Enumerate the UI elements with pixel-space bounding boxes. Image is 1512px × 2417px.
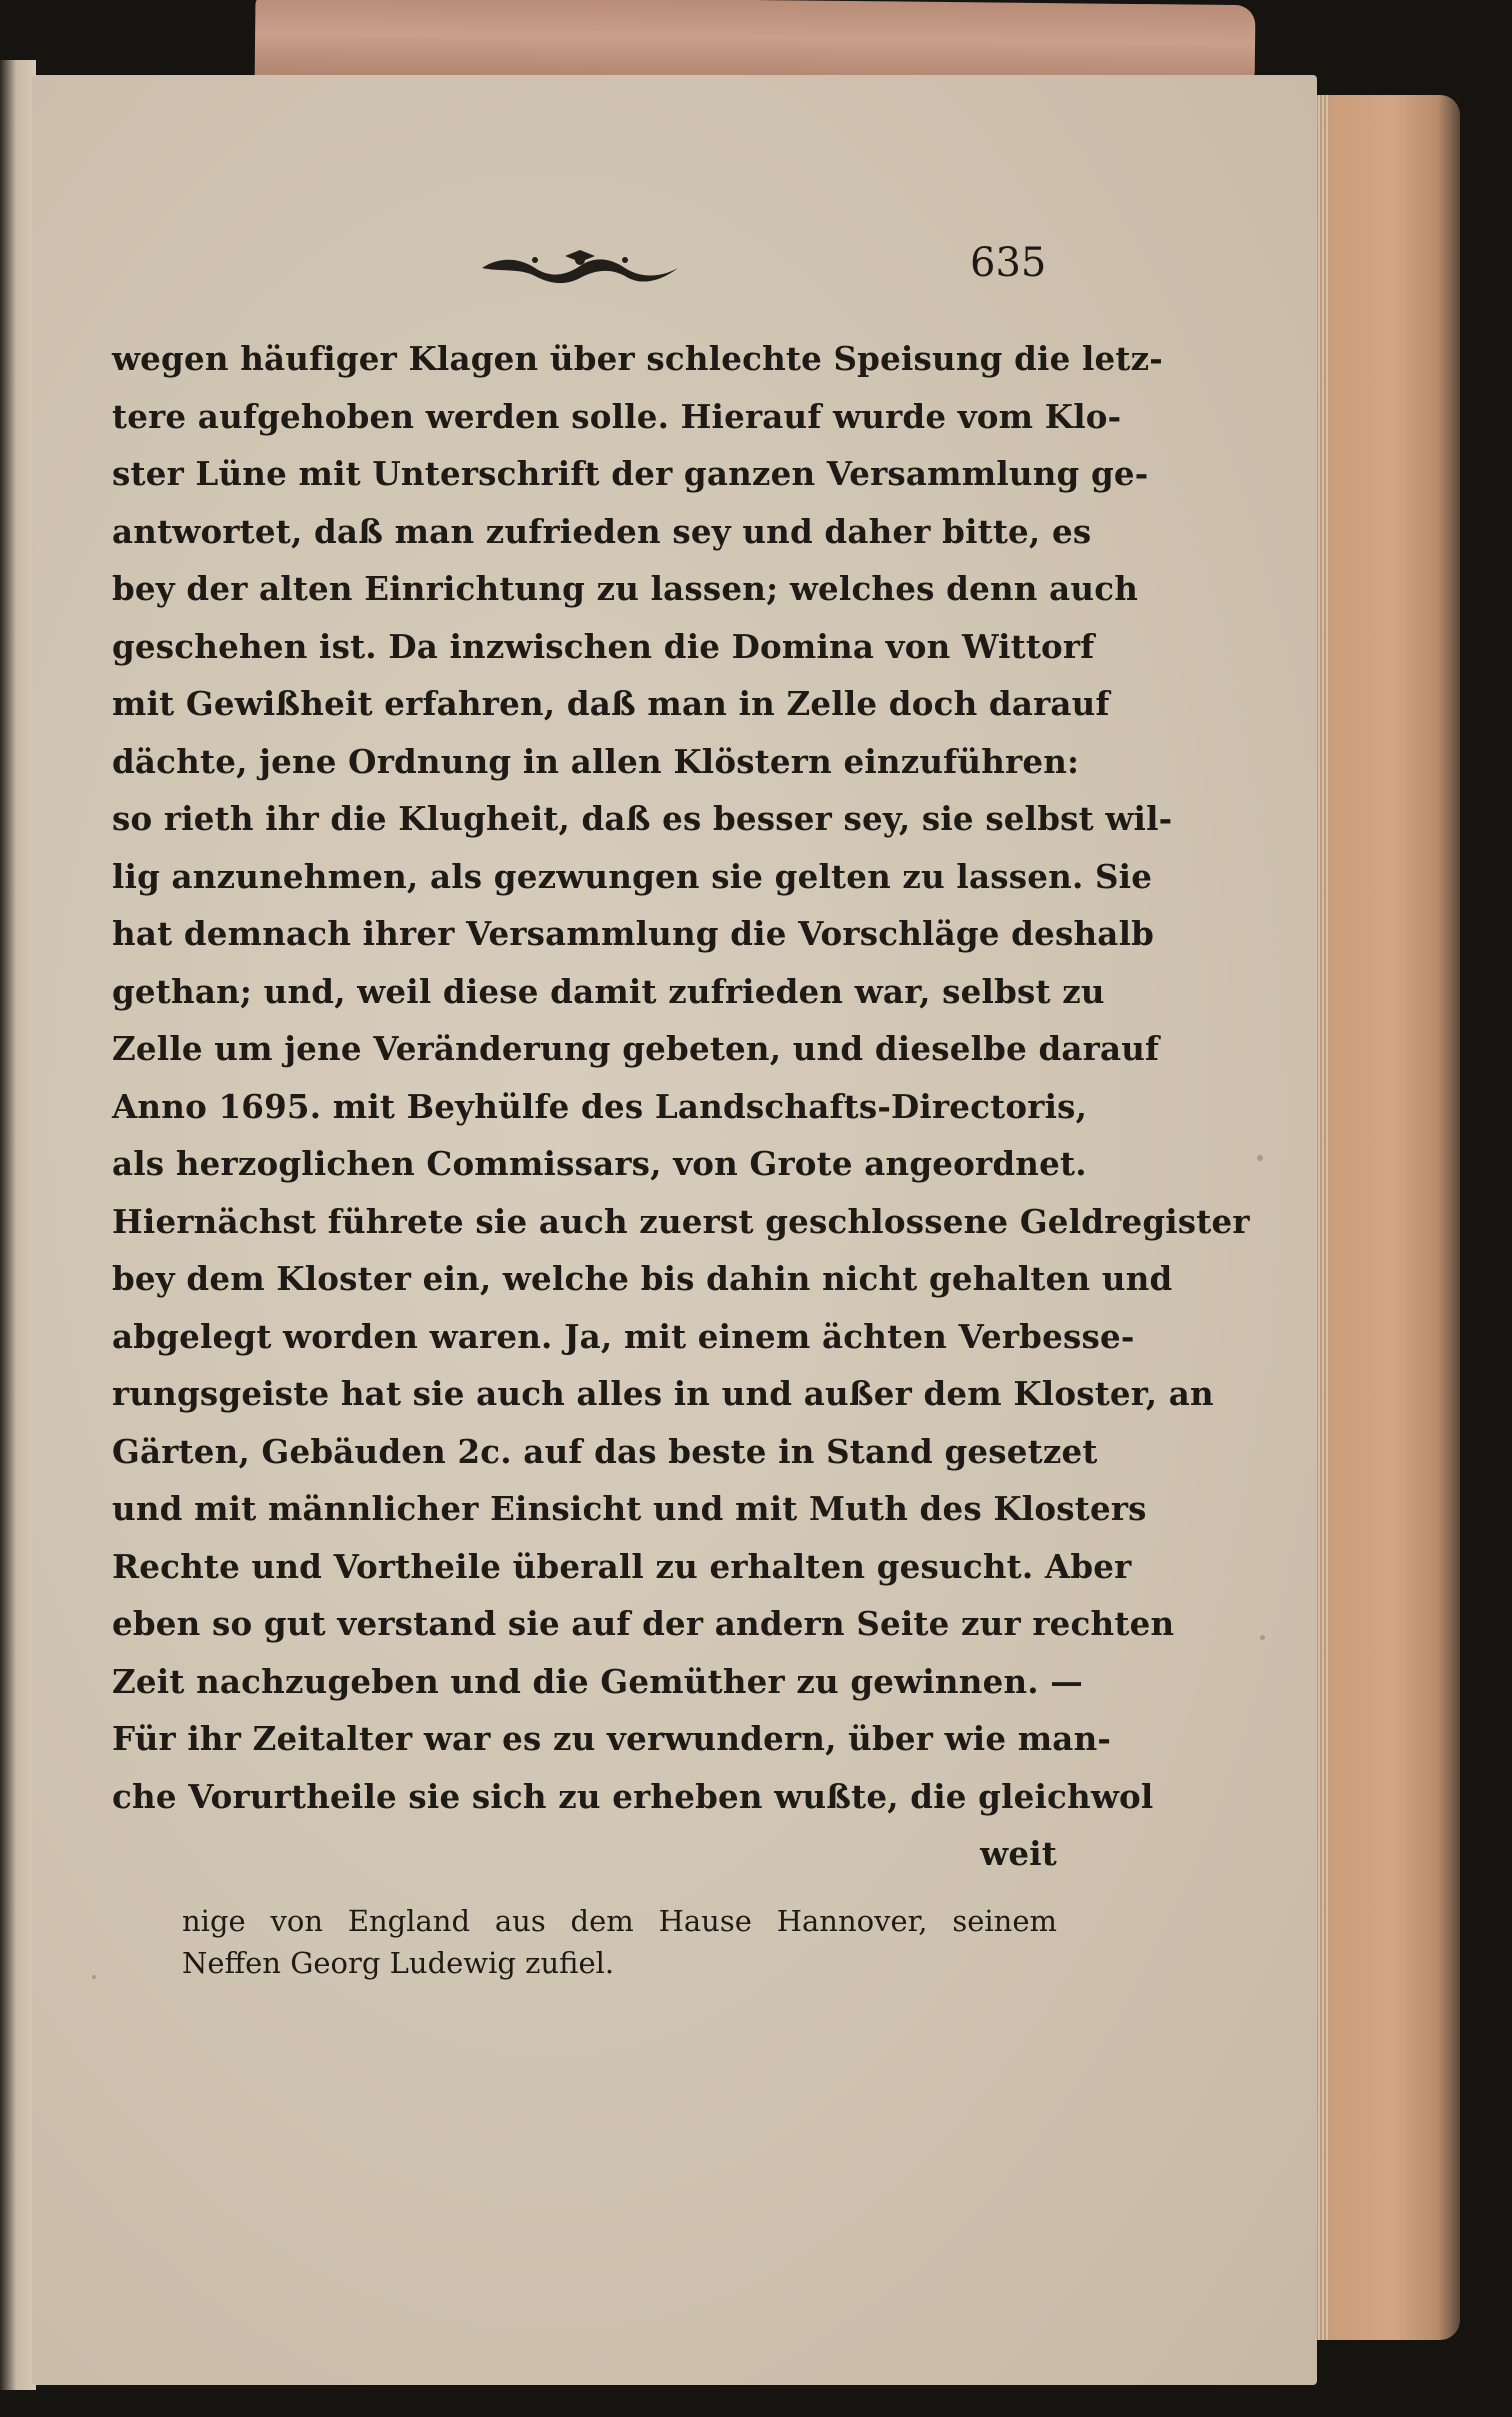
catchword: weit bbox=[980, 1834, 1057, 1873]
text-line: abgelegt worden waren. Ja, mit einem ächten Verbesse- bbox=[112, 1316, 1135, 1356]
text-line: Hiernächst führete sie auch zuerst geschlossene Geldregister bbox=[112, 1201, 1250, 1241]
text-line: dächte, jene Ordnung in allen Klöstern einzuführen: bbox=[112, 741, 1080, 781]
book-gutter bbox=[0, 60, 36, 2390]
text-line: Gärten, Gebäuden 2c. auf das beste in Stand gesetzet bbox=[112, 1431, 1098, 1471]
text-line: Anno 1695. mit Beyhülfe des Landschafts-Directoris, bbox=[112, 1086, 1088, 1126]
text-line: Rechte und Vortheile überall zu erhalten gesucht. Aber bbox=[112, 1546, 1132, 1586]
text-line: tere aufgehoben werden solle. Hierauf wurde vom Klo- bbox=[112, 396, 1122, 436]
text-line: Für ihr Zeitalter war es zu verwundern, über wie man- bbox=[112, 1719, 1112, 1758]
footnote bbox=[182, 1900, 1057, 1984]
text-line: Zelle um jene Veränderung gebeten, und dieselbe darauf bbox=[112, 1029, 1160, 1068]
text-line: wegen häufiger Klagen über schlechte Speisung die letz- bbox=[112, 339, 1163, 378]
text-line: rungsgeiste hat sie auch alles in und außer dem Kloster, an bbox=[112, 1374, 1214, 1413]
body-text bbox=[112, 330, 1250, 1883]
text-line: bey dem Kloster ein, welche bis dahin nicht gehalten und bbox=[112, 1259, 1173, 1298]
footnote-line: Neffen Georg Ludewig zufiel. bbox=[182, 1946, 615, 1980]
text-line: als herzoglichen Commissars, von Grote angeordnet. bbox=[112, 1144, 1087, 1183]
foxing-spot bbox=[1260, 1635, 1265, 1640]
text-line: hat demnach ihrer Versammlung die Vorschläge deshalb bbox=[112, 914, 1155, 953]
text-line: bey der alten Einrichtung zu lassen; welches denn auch bbox=[112, 569, 1139, 608]
text-line: che Vorurtheile sie sich zu erheben wußte, die gleichwol bbox=[112, 1776, 1154, 1816]
text-line: gethan; und, weil diese damit zufrieden war, selbst zu bbox=[112, 971, 1105, 1011]
page-number: 635 bbox=[970, 240, 1047, 286]
page-fore-edge bbox=[1310, 95, 1460, 2340]
text-line: geschehen ist. Da inzwischen die Domina von Wittorf bbox=[112, 626, 1095, 666]
text-line: ster Lüne mit Unterschrift der ganzen Versammlung ge- bbox=[112, 454, 1149, 493]
foxing-spot bbox=[92, 1975, 96, 1979]
text-line: antwortet, daß man zufrieden sey und daher bitte, es bbox=[112, 511, 1092, 551]
foxing-spot bbox=[1257, 1155, 1263, 1161]
text-line: so rieth ihr die Klugheit, daß es besser sey, sie selbst wil- bbox=[112, 799, 1173, 838]
text-line: mit Gewißheit erfahren, daß man in Zelle doch darauf bbox=[112, 684, 1110, 723]
text-line: Zeit nachzugeben und die Gemüther zu gewinnen. — bbox=[112, 1661, 1083, 1701]
text-line: eben so gut verstand sie auf der andern Seite zur rechten bbox=[112, 1604, 1175, 1643]
text-line: und mit männlicher Einsicht und mit Muth des Klosters bbox=[112, 1489, 1147, 1528]
text-line: lig anzunehmen, als gezwungen sie gelten zu lassen. Sie bbox=[112, 856, 1153, 896]
decorative-vignette-icon bbox=[480, 248, 680, 288]
footnote-line: nige von England aus dem Hause Hannover, seinem bbox=[182, 1904, 1057, 1938]
